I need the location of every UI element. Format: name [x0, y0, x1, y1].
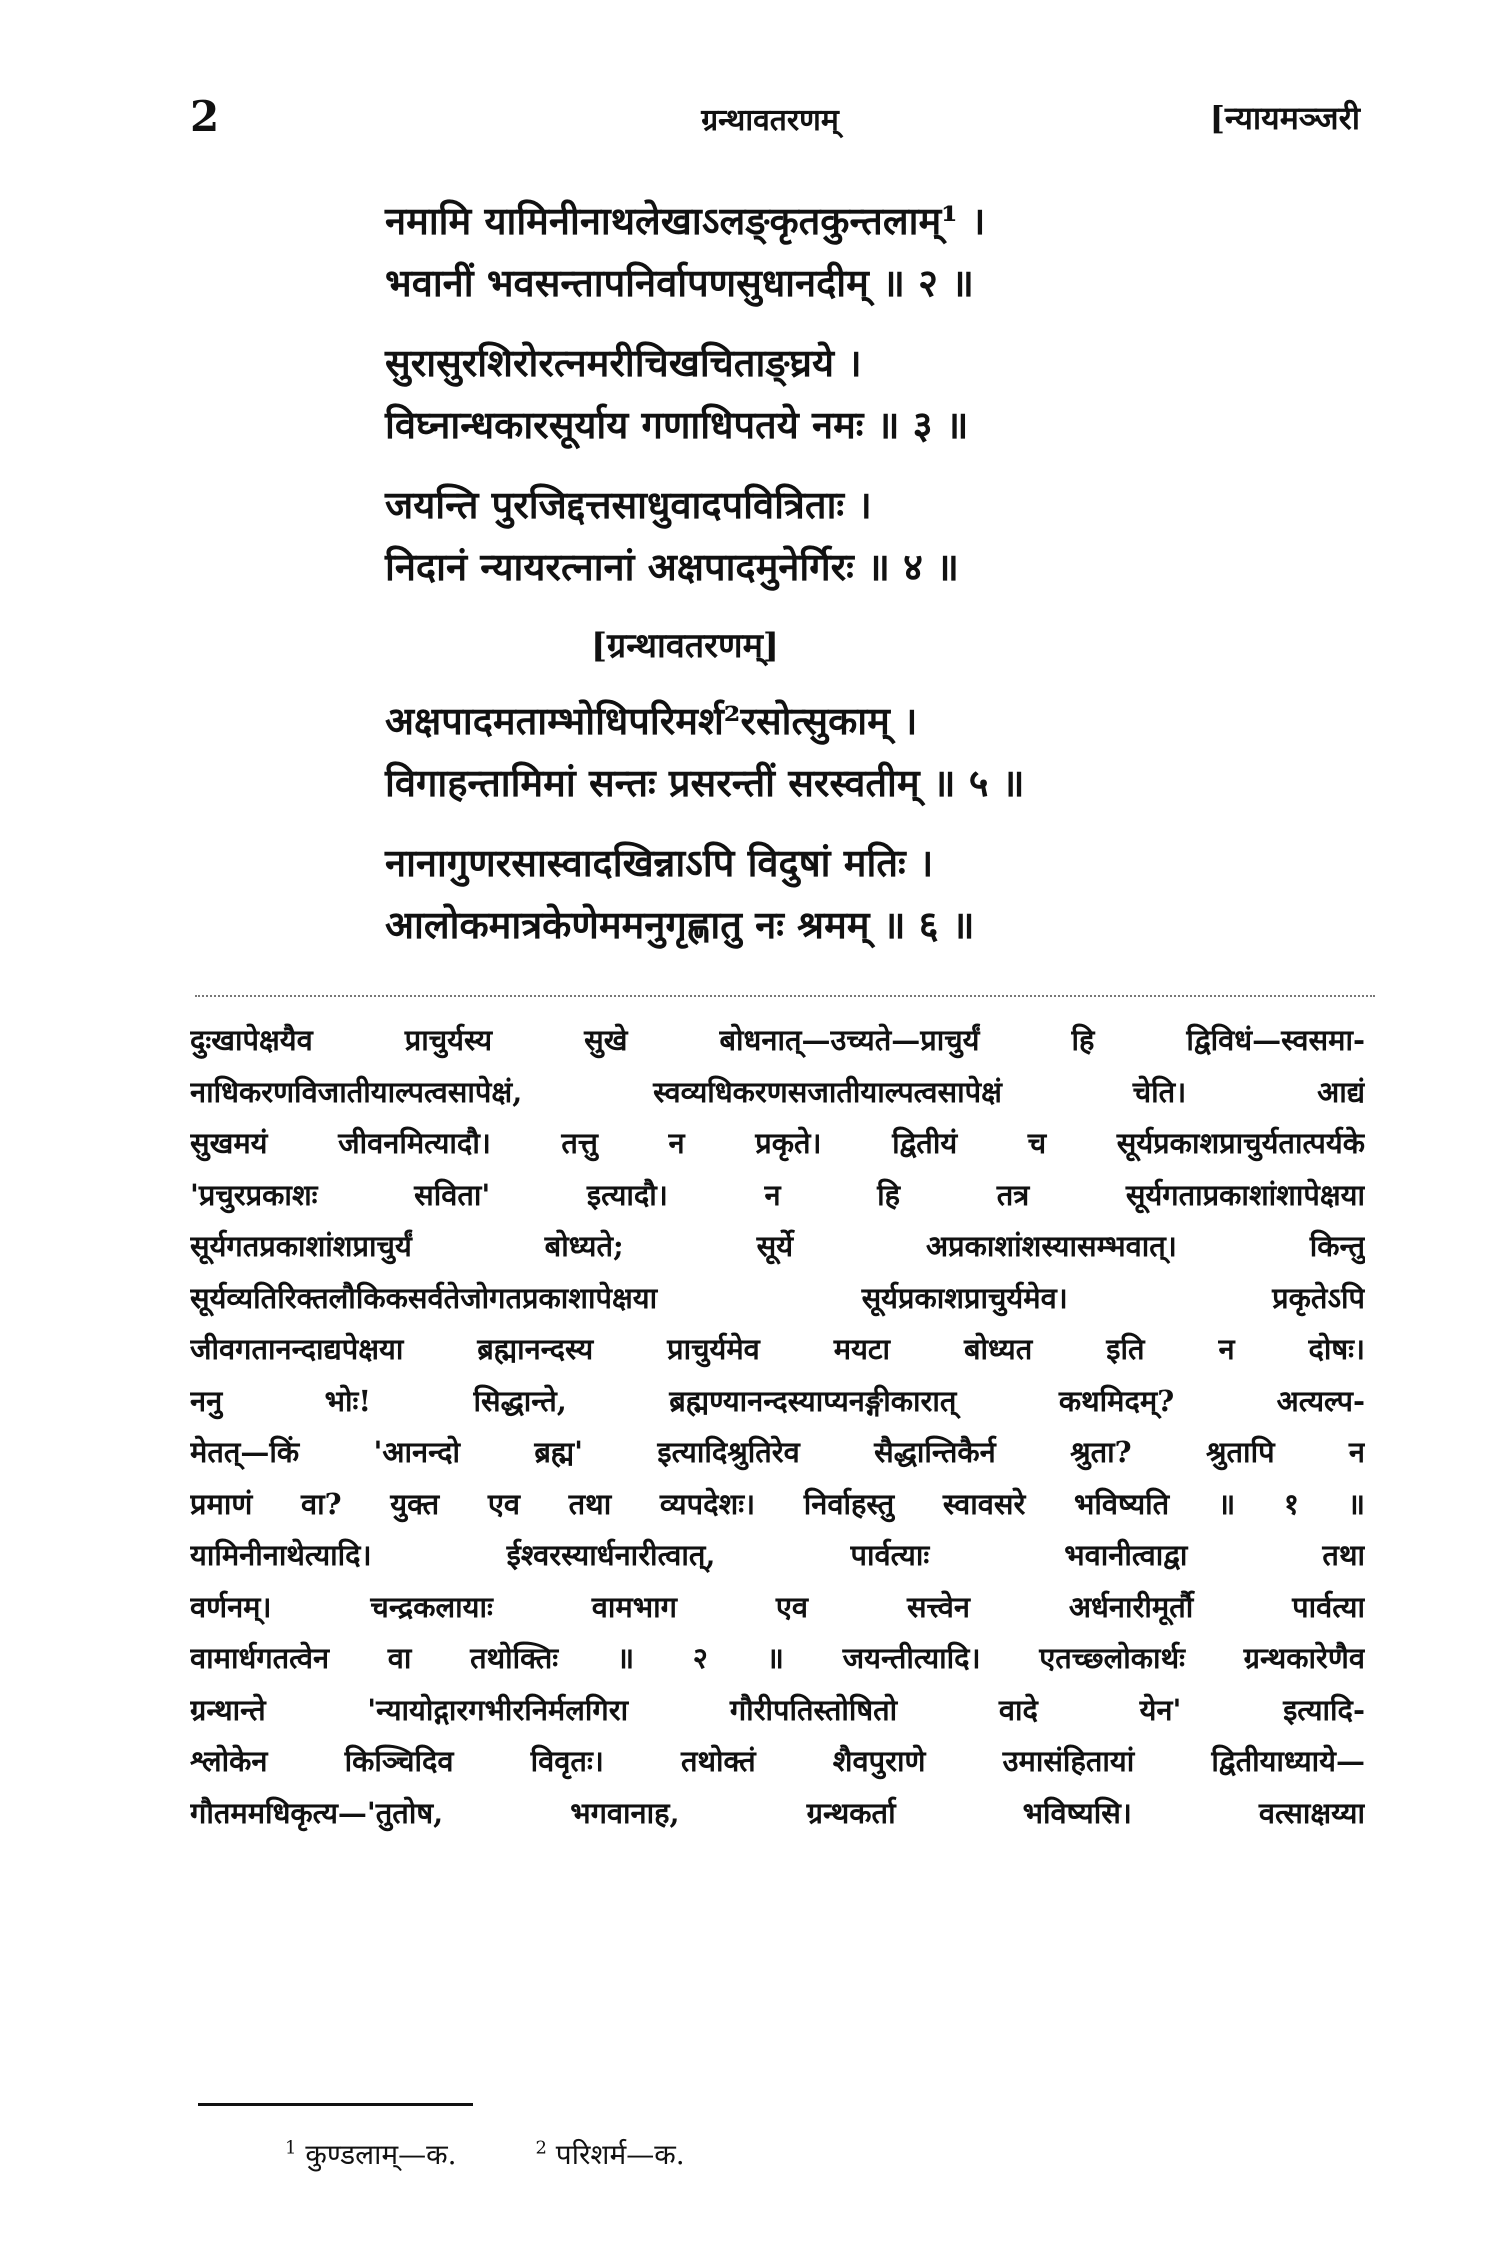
- verse-6: [385, 832, 1335, 956]
- footnote-2: [535, 2138, 684, 2171]
- commentary-line: सूर्यगतप्रकाशांशप्राचुर्यं बोध्यते; सूर्ये अप्रकाशांशस्यासम्भवात्। किन्तु: [190, 1229, 1365, 1263]
- page-number: 2: [190, 92, 220, 141]
- verse-line: नमामि यामिनीनाथलेखाऽलङ्कृतकुन्तलाम्¹ ।: [385, 198, 986, 243]
- footnote-text: कुण्डलाम्—क.: [305, 2138, 457, 2171]
- verse-line: जयन्ति पुरजिद्दत्तसाधुवादपवित्रिताः ।: [385, 482, 872, 527]
- commentary-line: मेतत्—किं 'आनन्दो ब्रह्म' इत्यादिश्रुतिरेव सैद्धान्तिकैर्न श्रुता? श्रुतापि न: [190, 1435, 1365, 1469]
- verse-line: अक्षपादमताम्भोधिपरिमर्श²रसोत्सुकाम् ।: [385, 698, 918, 743]
- verse-line: विघ्नान्धकारसूर्याय गणाधिपतये नमः ॥ ३ ॥: [385, 402, 969, 447]
- commentary-line: जीवगतानन्दाद्यपेक्षया ब्रह्मानन्दस्य प्राचुर्यमेव मयटा बोध्यत इति न दोषः।: [190, 1332, 1365, 1366]
- commentary-line: वर्णनम्। चन्द्रकलायाः वामभाग एव सत्त्वेन अर्धनारीमूर्तौ पार्वत्या: [190, 1589, 1365, 1624]
- dotted-divider: [195, 995, 1375, 997]
- commentary-line: श्लोकेन किञ्चिदिव विवृतः। तथोक्तं शैवपुराणे उमासंहितायां द्वितीयाध्याये—: [190, 1744, 1365, 1778]
- verse-line: सुरासुरशिरोरत्नमरीचिखचिताङ्घ्रये ।: [385, 340, 862, 385]
- verse-5: [385, 690, 1335, 814]
- footnote-mark: 2: [535, 2137, 547, 2159]
- running-header: [180, 92, 1360, 152]
- commentary-line: सुखमयं जीवनमित्यादौ। तत्तु न प्रकृते। द्वितीयं च सूर्यप्रकाशप्राचुर्यतात्पर्यके: [190, 1126, 1365, 1160]
- commentary-line: सूर्यव्यतिरिक्तलौकिकसर्वतेजोगतप्रकाशापेक्षया सूर्यप्रकाशप्राचुर्यमेव। प्रकृतेऽपि: [190, 1280, 1365, 1315]
- header-book-title: [न्यायमञ्जरी: [1209, 99, 1360, 137]
- commentary-line: नाधिकरणविजातीयाल्पत्वसापेक्षं, स्वव्यधिकरणसजातीयाल्पत्वसापेक्षं चेति। आद्यं: [190, 1074, 1365, 1109]
- commentary-line: यामिनीनाथेत्यादि। ईश्वरस्यार्धनारीत्वात्, पार्वत्याः भवानीत्वाद्वा तथा: [190, 1538, 1365, 1572]
- verse-3: [385, 332, 1335, 456]
- footnotes: [285, 2135, 755, 2173]
- commentary-line: गौतममधिकृत्य—'तुतोष, भगवानाह, ग्रन्थकर्ता भविष्यसि। वत्साक्षय्या: [190, 1795, 1365, 1830]
- footnote-mark: 1: [285, 2137, 297, 2159]
- verse-line: नानागुणरसास्वादखिन्नाऽपि विदुषां मतिः ।: [385, 840, 934, 885]
- verse-line: निदानं न्यायरत्नानां अक्षपादमुनेर्गिरः ॥ ४ ॥: [385, 544, 959, 589]
- commentary-line: ननु भोः! सिद्धान्ते, ब्रह्मण्यानन्दस्याप्यनङ्गीकारात् कथमिदम्? अत्यल्प-: [190, 1383, 1365, 1418]
- commentary-text: [190, 1015, 1365, 1839]
- commentary-line: दुःखापेक्षयैव प्राचुर्यस्य सुखे बोधनात्—उच्यते—प्राचुर्यं हि द्विविधं—स्वसमा-: [190, 1023, 1365, 1057]
- verse-4: [385, 474, 1335, 598]
- footnote-1: [285, 2138, 457, 2171]
- footnote-rule: [198, 2103, 473, 2106]
- verse-2: [385, 190, 1335, 314]
- commentary-line: प्रमाणं वा? युक्त एव तथा व्यपदेशः। निर्वाहस्तु स्वावसरे भविष्यति ॥ १ ॥: [190, 1486, 1365, 1521]
- commentary-line: 'प्रचुरप्रकाशः सविता' इत्यादौ। न हि तत्र सूर्यगताप्रकाशांशापेक्षया: [190, 1177, 1365, 1212]
- header-center-title: ग्रन्थावतरणम्: [701, 103, 839, 138]
- footnote-text: परिशर्म—क.: [555, 2138, 685, 2171]
- commentary-line: ग्रन्थान्ते 'न्यायोद्गारगभीरनिर्मलगिरा गौरीपतिस्तोषितो वादे येन' इत्यादि-: [190, 1692, 1365, 1727]
- verse-section: [385, 190, 1335, 974]
- commentary-line: वामार्धगतत्वेन वा तथोक्तिः ॥ २ ॥ जयन्तीत्यादि। एतच्छ्लोकार्थः ग्रन्थकारेणैव: [190, 1641, 1365, 1675]
- verse-line: विगाहन्तामिमां सन्तः प्रसरन्तीं सरस्वतीम् ॥ ५ ॥: [385, 760, 1025, 805]
- verse-line: आलोकमात्रकेणेममनुगृह्णातु नः श्रमम् ॥ ६ ॥: [385, 902, 975, 947]
- verse-line: भवानीं भवसन्तापनिर्वापणसुधानदीम् ॥ २ ॥: [385, 260, 974, 305]
- section-heading: [ग्रन्थावतरणम्]: [590, 626, 780, 666]
